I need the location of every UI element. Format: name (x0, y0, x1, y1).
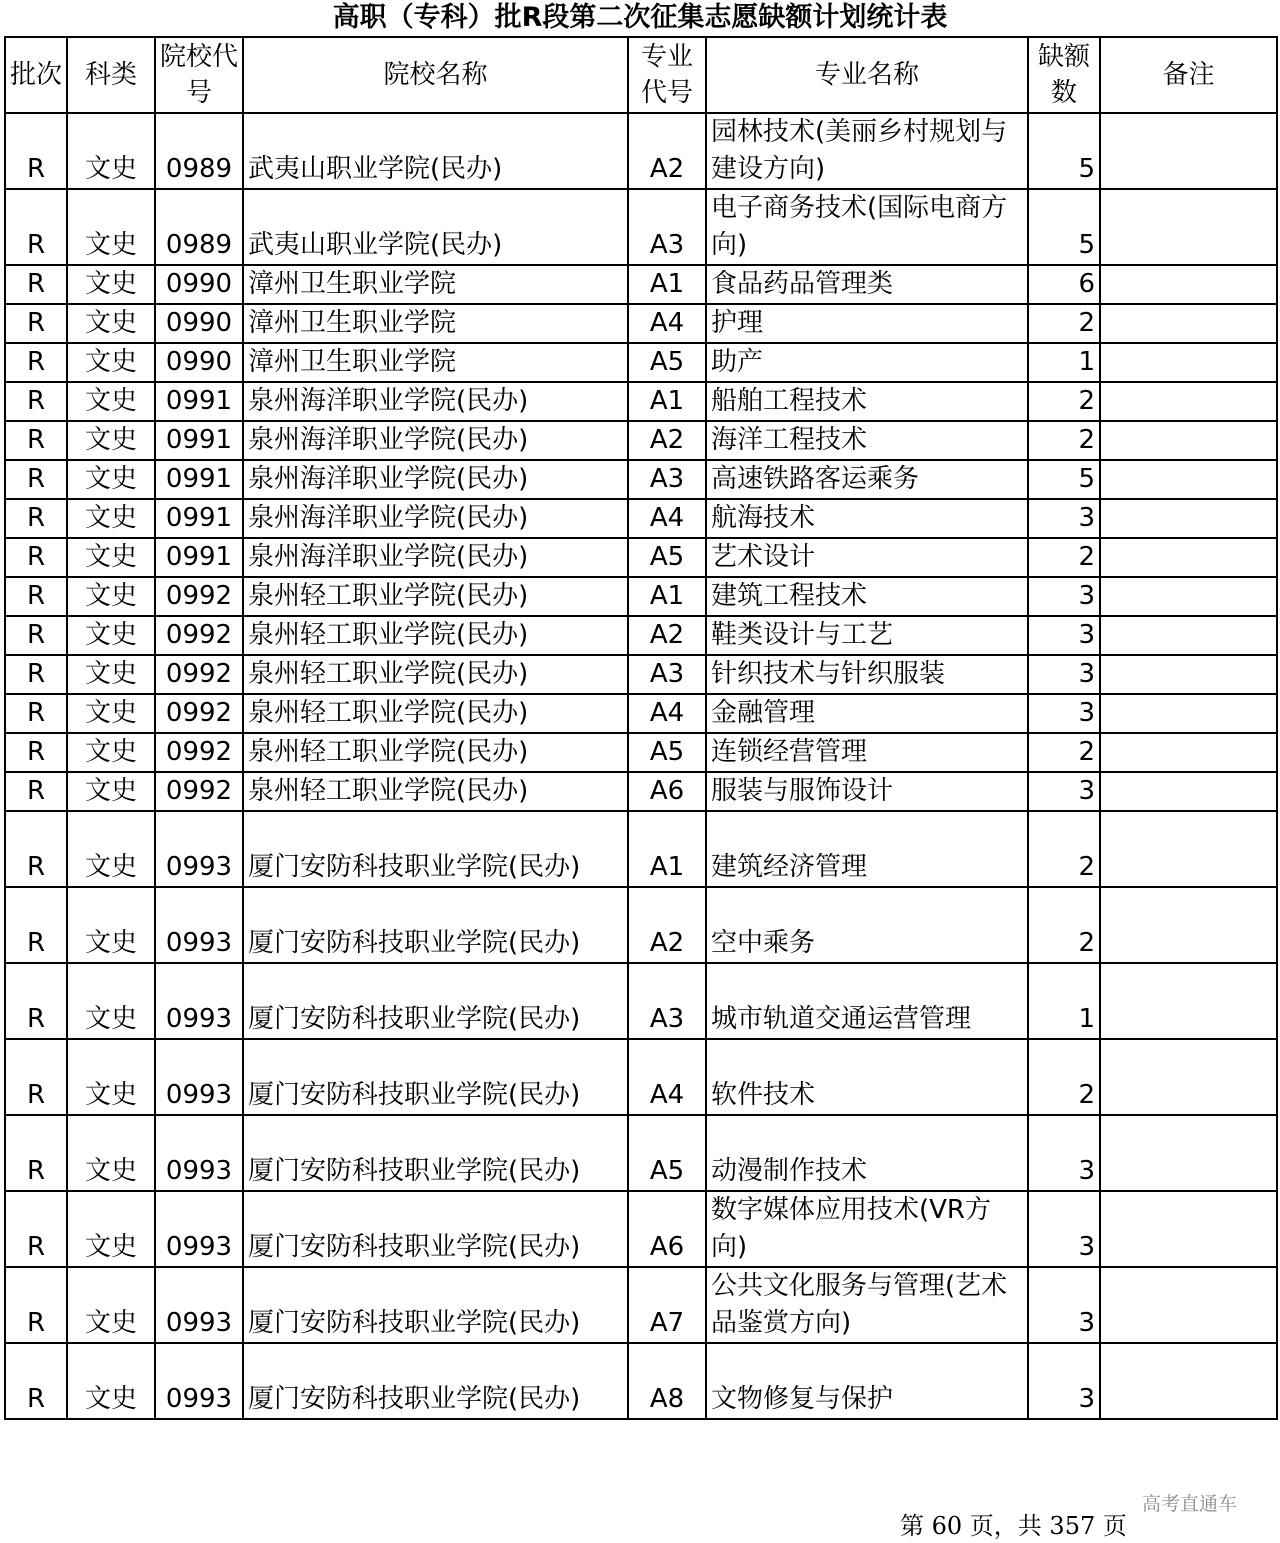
cell-vacancy: 5 (1028, 460, 1100, 499)
table-row (5, 499, 1277, 538)
table-row (5, 304, 1277, 343)
cell-major-name: 空中乘务 (706, 887, 1028, 963)
header-batch: 批次 (5, 37, 67, 113)
cell-batch: R (5, 1191, 67, 1267)
cell-major-code: A2 (628, 887, 706, 963)
watermark-text: 高考直通车 (1142, 1493, 1238, 1515)
cell-remark (1100, 1267, 1277, 1343)
cell-batch: R (5, 694, 67, 733)
cell-major-name: 电子商务技术(国际电商方向) (706, 189, 1028, 265)
cell-remark (1100, 304, 1277, 343)
cell-batch: R (5, 616, 67, 655)
table-row (5, 382, 1277, 421)
table-row (5, 963, 1277, 1039)
table-row (5, 577, 1277, 616)
cell-batch: R (5, 1267, 67, 1343)
cell-school-name: 厦门安防科技职业学院(民办) (243, 811, 628, 887)
cell-vacancy: 2 (1028, 887, 1100, 963)
table-row (5, 694, 1277, 733)
cell-remark (1100, 189, 1277, 265)
cell-major-code: A4 (628, 499, 706, 538)
cell-major-code: A4 (628, 694, 706, 733)
cell-batch: R (5, 304, 67, 343)
cell-batch: R (5, 421, 67, 460)
cell-school-name: 武夷山职业学院(民办) (243, 113, 628, 189)
cell-batch: R (5, 113, 67, 189)
cell-school-code: 0993 (155, 1343, 243, 1419)
cell-vacancy: 3 (1028, 1267, 1100, 1343)
table-body (5, 113, 1277, 1419)
cell-batch: R (5, 811, 67, 887)
cell-major-name: 船舶工程技术 (706, 382, 1028, 421)
cell-remark (1100, 616, 1277, 655)
cell-school-code: 0989 (155, 189, 243, 265)
cell-vacancy: 5 (1028, 189, 1100, 265)
cell-school-code: 0990 (155, 343, 243, 382)
cell-batch: R (5, 265, 67, 304)
cell-category: 文史 (67, 616, 155, 655)
cell-major-name: 软件技术 (706, 1039, 1028, 1115)
cell-school-code: 0992 (155, 772, 243, 811)
cell-major-name: 建筑经济管理 (706, 811, 1028, 887)
table-row (5, 1267, 1277, 1343)
cell-batch: R (5, 577, 67, 616)
cell-school-name: 漳州卫生职业学院 (243, 343, 628, 382)
cell-major-code: A3 (628, 655, 706, 694)
cell-school-name: 泉州轻工职业学院(民办) (243, 655, 628, 694)
cell-major-name: 高速铁路客运乘务 (706, 460, 1028, 499)
cell-batch: R (5, 655, 67, 694)
cell-major-code: A1 (628, 382, 706, 421)
cell-batch: R (5, 1039, 67, 1115)
cell-category: 文史 (67, 460, 155, 499)
cell-school-code: 0992 (155, 733, 243, 772)
header-row (5, 37, 1277, 113)
cell-school-code: 0992 (155, 655, 243, 694)
cell-school-name: 漳州卫生职业学院 (243, 304, 628, 343)
cell-batch: R (5, 772, 67, 811)
cell-vacancy: 2 (1028, 304, 1100, 343)
cell-school-code: 0991 (155, 538, 243, 577)
cell-major-name: 服装与服饰设计 (706, 772, 1028, 811)
cell-category: 文史 (67, 1267, 155, 1343)
cell-major-name: 助产 (706, 343, 1028, 382)
cell-remark (1100, 460, 1277, 499)
cell-school-code: 0993 (155, 887, 243, 963)
cell-vacancy: 3 (1028, 655, 1100, 694)
cell-school-code: 0991 (155, 460, 243, 499)
cell-batch: R (5, 963, 67, 1039)
cell-major-code: A4 (628, 1039, 706, 1115)
cell-school-name: 厦门安防科技职业学院(民办) (243, 1039, 628, 1115)
cell-major-code: A4 (628, 304, 706, 343)
cell-category: 文史 (67, 499, 155, 538)
cell-school-name: 泉州海洋职业学院(民办) (243, 460, 628, 499)
cell-school-code: 0989 (155, 113, 243, 189)
header-major-code: 专业代号 (628, 37, 706, 113)
cell-remark (1100, 655, 1277, 694)
cell-major-code: A6 (628, 1191, 706, 1267)
table-row (5, 538, 1277, 577)
cell-school-name: 厦门安防科技职业学院(民办) (243, 1115, 628, 1191)
cell-major-name: 文物修复与保护 (706, 1343, 1028, 1419)
cell-remark (1100, 887, 1277, 963)
cell-major-name: 建筑工程技术 (706, 577, 1028, 616)
cell-school-name: 泉州海洋职业学院(民办) (243, 538, 628, 577)
cell-major-code: A2 (628, 421, 706, 460)
table-row (5, 733, 1277, 772)
cell-remark (1100, 499, 1277, 538)
table-row (5, 811, 1277, 887)
cell-major-name: 海洋工程技术 (706, 421, 1028, 460)
cell-school-code: 0993 (155, 1039, 243, 1115)
cell-major-name: 连锁经营管理 (706, 733, 1028, 772)
cell-major-name: 公共文化服务与管理(艺术品鉴赏方向) (706, 1267, 1028, 1343)
cell-batch: R (5, 499, 67, 538)
vacancy-table (4, 36, 1278, 1420)
page-number: 第 60 页，共 357 页 (900, 1512, 1127, 1540)
cell-major-name: 护理 (706, 304, 1028, 343)
table-row (5, 887, 1277, 963)
cell-category: 文史 (67, 265, 155, 304)
cell-remark (1100, 1343, 1277, 1419)
cell-batch: R (5, 733, 67, 772)
cell-category: 文史 (67, 421, 155, 460)
table-row (5, 655, 1277, 694)
cell-remark (1100, 1115, 1277, 1191)
cell-school-name: 泉州轻工职业学院(民办) (243, 694, 628, 733)
table-row (5, 421, 1277, 460)
cell-major-code: A1 (628, 811, 706, 887)
cell-major-name: 园林技术(美丽乡村规划与建设方向) (706, 113, 1028, 189)
cell-school-code: 0990 (155, 265, 243, 304)
cell-school-name: 泉州轻工职业学院(民办) (243, 577, 628, 616)
cell-remark (1100, 382, 1277, 421)
cell-batch: R (5, 1115, 67, 1191)
cell-major-code: A5 (628, 733, 706, 772)
cell-school-code: 0993 (155, 1115, 243, 1191)
cell-major-code: A8 (628, 1343, 706, 1419)
cell-major-code: A2 (628, 616, 706, 655)
cell-vacancy: 2 (1028, 811, 1100, 887)
cell-major-code: A3 (628, 963, 706, 1039)
cell-major-code: A2 (628, 113, 706, 189)
cell-vacancy: 2 (1028, 733, 1100, 772)
cell-category: 文史 (67, 655, 155, 694)
table-row (5, 1039, 1277, 1115)
cell-remark (1100, 694, 1277, 733)
cell-school-code: 0993 (155, 1267, 243, 1343)
cell-school-code: 0992 (155, 577, 243, 616)
cell-school-name: 厦门安防科技职业学院(民办) (243, 1343, 628, 1419)
cell-vacancy: 3 (1028, 694, 1100, 733)
cell-vacancy: 5 (1028, 113, 1100, 189)
cell-category: 文史 (67, 1191, 155, 1267)
cell-category: 文史 (67, 577, 155, 616)
cell-batch: R (5, 189, 67, 265)
cell-major-name: 鞋类设计与工艺 (706, 616, 1028, 655)
cell-remark (1100, 963, 1277, 1039)
cell-category: 文史 (67, 538, 155, 577)
cell-vacancy: 6 (1028, 265, 1100, 304)
table-row (5, 460, 1277, 499)
table-row (5, 1191, 1277, 1267)
cell-major-code: A5 (628, 343, 706, 382)
table-row (5, 113, 1277, 189)
table-row (5, 1115, 1277, 1191)
cell-major-name: 金融管理 (706, 694, 1028, 733)
header-school-name: 院校名称 (243, 37, 628, 113)
cell-vacancy: 3 (1028, 499, 1100, 538)
document-title: 高职（专科）批R段第二次征集志愿缺额计划统计表 (332, 2, 948, 33)
cell-category: 文史 (67, 811, 155, 887)
cell-remark (1100, 772, 1277, 811)
cell-vacancy: 2 (1028, 1039, 1100, 1115)
cell-school-name: 厦门安防科技职业学院(民办) (243, 1191, 628, 1267)
cell-major-code: A3 (628, 189, 706, 265)
cell-vacancy: 3 (1028, 1115, 1100, 1191)
cell-category: 文史 (67, 733, 155, 772)
cell-vacancy: 3 (1028, 1343, 1100, 1419)
cell-batch: R (5, 343, 67, 382)
table-row (5, 189, 1277, 265)
cell-remark (1100, 1191, 1277, 1267)
cell-major-name: 食品药品管理类 (706, 265, 1028, 304)
header-vacancy: 缺额数 (1028, 37, 1100, 113)
cell-batch: R (5, 1343, 67, 1419)
cell-school-name: 泉州海洋职业学院(民办) (243, 421, 628, 460)
header-remark: 备注 (1100, 37, 1277, 113)
cell-school-name: 泉州轻工职业学院(民办) (243, 772, 628, 811)
cell-major-name: 数字媒体应用技术(VR方向) (706, 1191, 1028, 1267)
cell-batch: R (5, 538, 67, 577)
cell-major-name: 艺术设计 (706, 538, 1028, 577)
cell-vacancy: 3 (1028, 772, 1100, 811)
cell-major-code: A7 (628, 1267, 706, 1343)
cell-category: 文史 (67, 304, 155, 343)
table-row (5, 1343, 1277, 1419)
header-category: 科类 (67, 37, 155, 113)
cell-remark (1100, 733, 1277, 772)
cell-remark (1100, 577, 1277, 616)
cell-major-code: A5 (628, 1115, 706, 1191)
cell-remark (1100, 1039, 1277, 1115)
cell-school-name: 泉州海洋职业学院(民办) (243, 499, 628, 538)
table-row (5, 343, 1277, 382)
cell-school-code: 0992 (155, 616, 243, 655)
cell-major-code: A6 (628, 772, 706, 811)
cell-batch: R (5, 887, 67, 963)
cell-major-code: A5 (628, 538, 706, 577)
cell-category: 文史 (67, 1039, 155, 1115)
cell-remark (1100, 113, 1277, 189)
cell-school-name: 厦门安防科技职业学院(民办) (243, 963, 628, 1039)
cell-school-name: 漳州卫生职业学院 (243, 265, 628, 304)
cell-major-code: A1 (628, 265, 706, 304)
cell-major-code: A1 (628, 577, 706, 616)
cell-batch: R (5, 460, 67, 499)
table-row (5, 265, 1277, 304)
cell-category: 文史 (67, 189, 155, 265)
cell-remark (1100, 421, 1277, 460)
cell-school-code: 0992 (155, 694, 243, 733)
cell-vacancy: 3 (1028, 616, 1100, 655)
cell-category: 文史 (67, 1343, 155, 1419)
cell-remark (1100, 265, 1277, 304)
cell-category: 文史 (67, 343, 155, 382)
cell-remark (1100, 343, 1277, 382)
cell-school-code: 0993 (155, 963, 243, 1039)
cell-batch: R (5, 382, 67, 421)
cell-school-code: 0991 (155, 421, 243, 460)
cell-category: 文史 (67, 1115, 155, 1191)
cell-school-code: 0993 (155, 811, 243, 887)
cell-category: 文史 (67, 382, 155, 421)
cell-vacancy: 2 (1028, 538, 1100, 577)
cell-vacancy: 3 (1028, 1191, 1100, 1267)
cell-vacancy: 3 (1028, 577, 1100, 616)
cell-category: 文史 (67, 963, 155, 1039)
cell-school-code: 0991 (155, 382, 243, 421)
cell-school-code: 0990 (155, 304, 243, 343)
cell-category: 文史 (67, 772, 155, 811)
cell-vacancy: 1 (1028, 343, 1100, 382)
cell-remark (1100, 538, 1277, 577)
cell-school-name: 武夷山职业学院(民办) (243, 189, 628, 265)
cell-major-name: 航海技术 (706, 499, 1028, 538)
cell-major-name: 动漫制作技术 (706, 1115, 1028, 1191)
cell-vacancy: 1 (1028, 963, 1100, 1039)
cell-vacancy: 2 (1028, 421, 1100, 460)
table-row (5, 616, 1277, 655)
cell-major-name: 针织技术与针织服装 (706, 655, 1028, 694)
cell-remark (1100, 811, 1277, 887)
cell-school-code: 0993 (155, 1191, 243, 1267)
cell-category: 文史 (67, 113, 155, 189)
cell-school-code: 0991 (155, 499, 243, 538)
cell-vacancy: 2 (1028, 382, 1100, 421)
cell-category: 文史 (67, 694, 155, 733)
cell-category: 文史 (67, 887, 155, 963)
table-row (5, 772, 1277, 811)
cell-school-name: 厦门安防科技职业学院(民办) (243, 1267, 628, 1343)
header-major-name: 专业名称 (706, 37, 1028, 113)
header-school-code: 院校代号 (155, 37, 243, 113)
cell-major-name: 城市轨道交通运营管理 (706, 963, 1028, 1039)
cell-school-name: 厦门安防科技职业学院(民办) (243, 887, 628, 963)
cell-school-name: 泉州海洋职业学院(民办) (243, 382, 628, 421)
cell-major-code: A3 (628, 460, 706, 499)
cell-school-name: 泉州轻工职业学院(民办) (243, 733, 628, 772)
cell-school-name: 泉州轻工职业学院(民办) (243, 616, 628, 655)
